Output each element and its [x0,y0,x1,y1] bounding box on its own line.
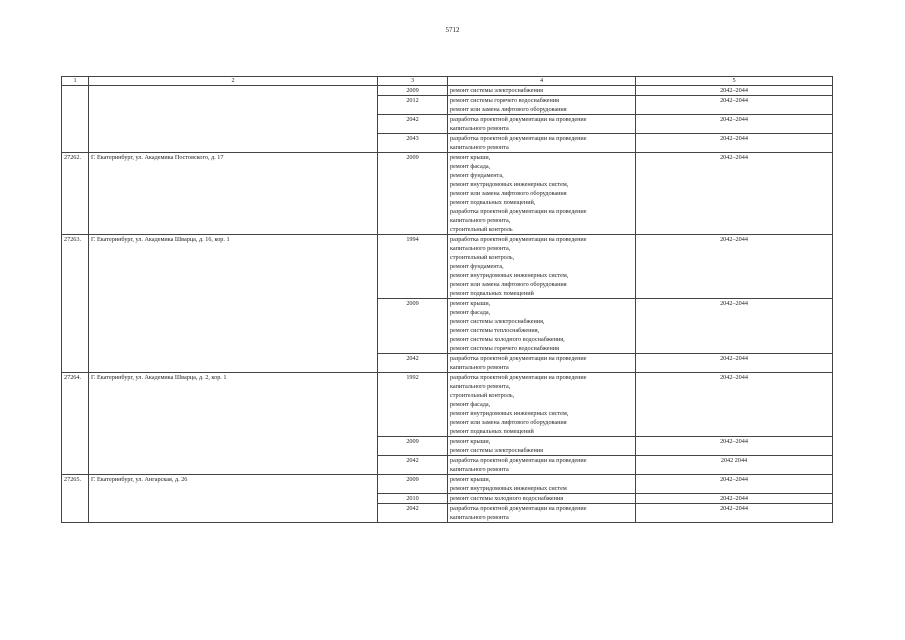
work-item: ремонт или замена лифтового оборудования [450,419,567,426]
works-cell [448,494,636,504]
work-item: ремонт системы электроснабжения [450,87,543,94]
period-cell: 2042 2044 [636,456,833,475]
period-cell: 2042–2044 [636,299,833,354]
work-item: ремонт крыши, [450,438,491,445]
work-item: разработка проектной документации на проведение [450,208,587,215]
period-cell: 2042–2044 [636,373,833,437]
period-cell: 2042–2044 [636,96,833,115]
work-item: ремонт системы холодного водоснабжения, [450,336,565,343]
period-cell: 2042–2044 [636,115,833,134]
work-item: капитального ремонта [450,514,509,521]
works-cell [448,235,636,299]
year-cell: 2012 [378,96,448,115]
work-item: ремонт внутридомовых инженерных систем [450,485,567,492]
work-item: капитального ремонта [450,125,509,132]
table-row [62,373,833,437]
period-cell: 2042–2044 [636,354,833,373]
work-item: ремонт или замена лифтового оборудования [450,281,567,288]
work-item: ремонт фасада, [450,401,491,408]
period-cell: 2042–2044 [636,475,833,494]
work-item: капитального ремонта, [450,383,511,390]
work-item: капитального ремонта [450,144,509,151]
address-cell [89,86,378,153]
year-cell: 1992 [378,373,448,437]
table-row [62,235,833,299]
capital-repair-table [61,76,833,523]
work-item: строительный контроль, [450,392,515,399]
period-cell: 2042–2044 [636,134,833,153]
work-item: ремонт системы холодного водоснабжения [450,495,564,502]
table-row [62,475,833,494]
row-number [62,86,89,153]
row-number: 27265. [62,475,89,523]
work-item: ремонт подвальных помещений, [450,199,536,206]
works-cell [448,373,636,437]
year-cell: 2043 [378,134,448,153]
works-cell [448,86,636,96]
work-item: ремонт фундамента, [450,172,504,179]
work-item: ремонт фундамента, [450,263,504,270]
work-item: строительный контроль, [450,254,515,261]
works-cell [448,299,636,354]
work-item: ремонт или замена лифтового оборудования [450,106,567,113]
header-col-2: 2 [89,77,378,86]
address-cell: Г. Екатеринбург, ул. Академика Шварца, д. 16, кор. 1 [89,235,378,373]
table-row [62,86,833,96]
year-cell: 2009 [378,86,448,96]
works-cell [448,437,636,456]
header-col-1: 1 [62,77,89,86]
work-item: капитального ремонта, [450,217,511,224]
header-col-4: 4 [448,77,636,86]
work-item: ремонт крыши, [450,476,491,483]
work-item: разработка проектной документации на проведение [450,236,587,243]
row-number: 27263. [62,235,89,373]
works-cell [448,96,636,115]
work-item: разработка проектной документации на проведение [450,135,587,142]
works-cell [448,115,636,134]
work-item: ремонт фасада, [450,309,491,316]
year-cell: 2009 [378,437,448,456]
work-item: ремонт внутридомовых инженерных систем, [450,410,569,417]
year-cell: 2042 [378,504,448,523]
works-cell [448,504,636,523]
works-cell [448,153,636,235]
table-body [62,86,833,523]
period-cell: 2042–2044 [636,235,833,299]
works-cell [448,134,636,153]
works-cell [448,354,636,373]
work-item: ремонт фасада, [450,163,491,170]
work-item: ремонт крыши, [450,300,491,307]
work-item: разработка проектной документации на проведение [450,457,587,464]
work-item: разработка проектной документации на проведение [450,355,587,362]
work-item: ремонт системы электроснабжения, [450,318,545,325]
header-col-5: 5 [636,77,833,86]
work-item: ремонт внутридомовых инженерных систем, [450,272,569,279]
work-item: ремонт системы горячего водоснабжения [450,97,559,104]
year-cell: 1994 [378,235,448,299]
year-cell: 2009 [378,475,448,494]
works-cell [448,475,636,494]
work-item: ремонт системы электроснабжения [450,447,543,454]
work-item: капитального ремонта, [450,245,511,252]
address-cell: Г. Екатеринбург, ул. Академика Шварца, д. 2, кор. 1 [89,373,378,475]
year-cell: 2010 [378,494,448,504]
work-item: строительный контроль [450,226,513,233]
work-item: разработка проектной документации на проведение [450,116,587,123]
work-item: ремонт крыши, [450,154,491,161]
year-cell: 2009 [378,153,448,235]
header-col-3: 3 [378,77,448,86]
year-cell: 2042 [378,456,448,475]
year-cell: 2009 [378,299,448,354]
work-item: капитального ремонта [450,466,509,473]
work-item: капитального ремонта [450,364,509,371]
work-item: разработка проектной документации на проведение [450,374,587,381]
period-cell: 2042–2044 [636,494,833,504]
address-cell: Г. Екатеринбург, ул. Ангарская, д. 26 [89,475,378,523]
period-cell: 2042–2044 [636,504,833,523]
table-row [62,153,833,235]
address-cell: Г. Екатеринбург, ул. Академика Постовского, д. 17 [89,153,378,235]
work-item: ремонт системы горячего водоснабжения [450,345,559,352]
work-item: ремонт внутридомовых инженерных систем, [450,181,569,188]
page-number: 5712 [445,26,460,34]
period-cell: 2042–2044 [636,437,833,456]
work-item: разработка проектной документации на проведение [450,505,587,512]
works-cell [448,456,636,475]
work-item: ремонт системы теплоснабжения, [450,327,540,334]
table-header-row [62,77,833,86]
work-item: ремонт подвальных помещений [450,428,534,435]
period-cell: 2042–2044 [636,153,833,235]
row-number: 27262. [62,153,89,235]
work-item: ремонт подвальных помещений [450,290,534,297]
year-cell: 2042 [378,354,448,373]
year-cell: 2042 [378,115,448,134]
row-number: 27264. [62,373,89,475]
work-item: ремонт или замена лифтового оборудования [450,190,567,197]
period-cell: 2042–2044 [636,86,833,96]
